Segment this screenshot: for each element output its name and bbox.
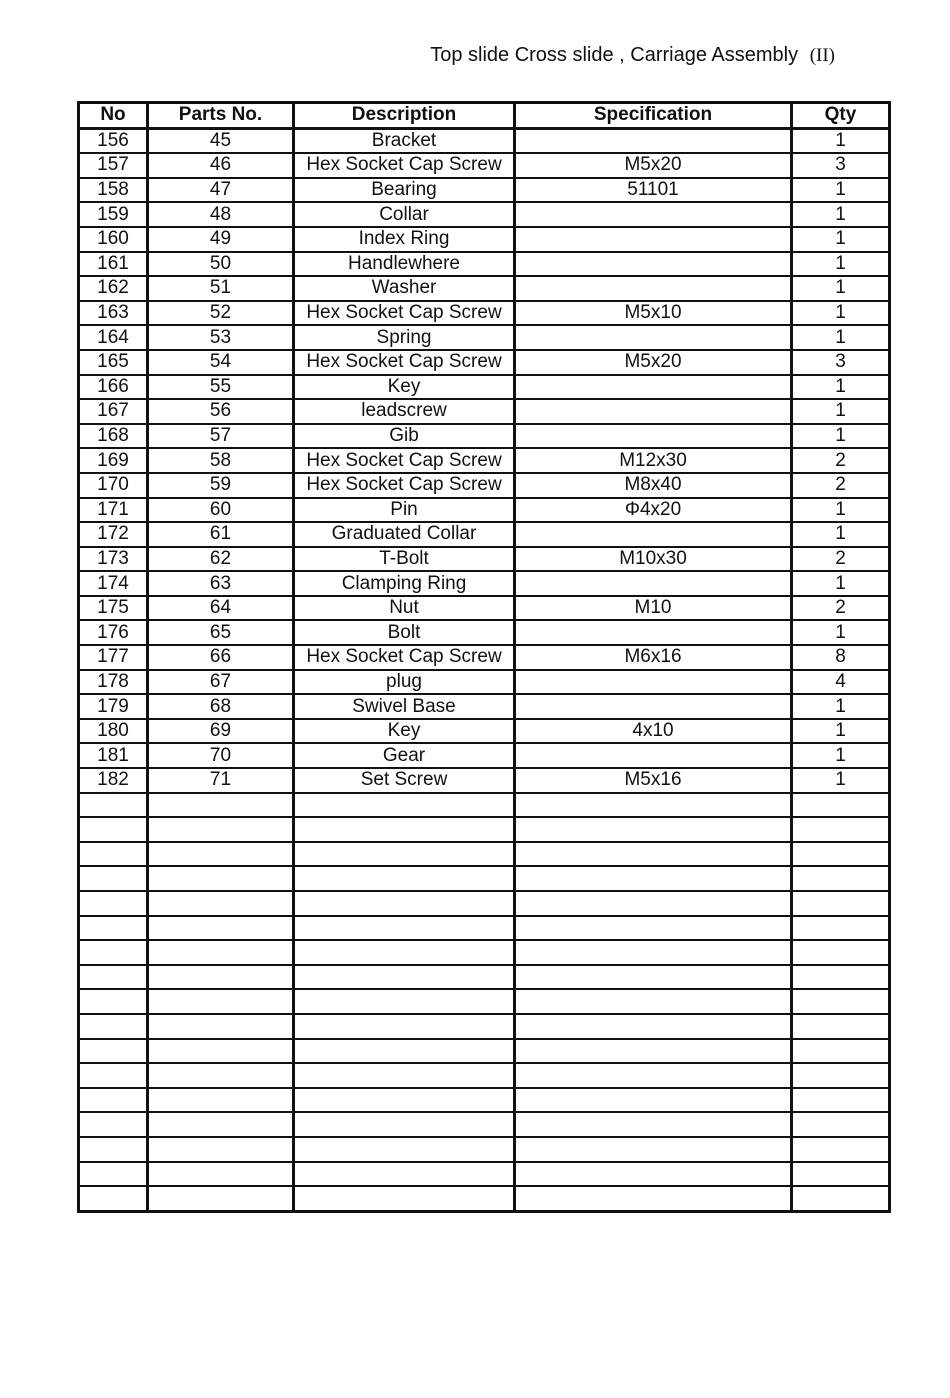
cell-no: 182 — [79, 768, 148, 793]
cell-specification — [515, 522, 792, 547]
cell-specification: M5x16 — [515, 768, 792, 793]
empty-cell — [515, 891, 792, 916]
empty-cell — [792, 1088, 890, 1113]
cell-qty: 1 — [792, 424, 890, 449]
cell-no: 158 — [79, 178, 148, 203]
empty-cell — [79, 891, 148, 916]
header-description: Description — [294, 103, 515, 129]
empty-cell — [792, 1063, 890, 1088]
cell-no: 173 — [79, 547, 148, 572]
cell-specification: M5x10 — [515, 301, 792, 326]
cell-qty: 2 — [792, 473, 890, 498]
cell-qty: 1 — [792, 498, 890, 523]
empty-table-row — [79, 1162, 890, 1187]
cell-qty: 2 — [792, 547, 890, 572]
cell-qty: 1 — [792, 399, 890, 424]
table-row — [79, 202, 890, 227]
cell-no: 180 — [79, 719, 148, 744]
cell-description: Key — [294, 375, 515, 400]
empty-cell — [792, 916, 890, 941]
cell-parts-no: 55 — [148, 375, 294, 400]
empty-cell — [294, 1112, 515, 1137]
table-row — [79, 571, 890, 596]
empty-cell — [515, 1039, 792, 1064]
cell-qty: 1 — [792, 227, 890, 252]
empty-table-row — [79, 916, 890, 941]
cell-description: Hex Socket Cap Screw — [294, 448, 515, 473]
cell-parts-no: 64 — [148, 596, 294, 621]
empty-cell — [515, 1112, 792, 1137]
empty-table-row — [79, 842, 890, 867]
cell-parts-no: 45 — [148, 128, 294, 153]
cell-no: 169 — [79, 448, 148, 473]
empty-cell — [515, 793, 792, 818]
empty-cell — [79, 1014, 148, 1039]
cell-parts-no: 56 — [148, 399, 294, 424]
empty-cell — [792, 940, 890, 965]
cell-no: 165 — [79, 350, 148, 375]
empty-cell — [515, 965, 792, 990]
cell-description: Gib — [294, 424, 515, 449]
cell-description: plug — [294, 670, 515, 695]
cell-description: Set Screw — [294, 768, 515, 793]
cell-no: 164 — [79, 325, 148, 350]
cell-no: 159 — [79, 202, 148, 227]
cell-parts-no: 49 — [148, 227, 294, 252]
cell-description: Index Ring — [294, 227, 515, 252]
cell-qty: 1 — [792, 571, 890, 596]
cell-no: 171 — [79, 498, 148, 523]
empty-table-row — [79, 817, 890, 842]
cell-parts-no: 54 — [148, 350, 294, 375]
cell-parts-no: 67 — [148, 670, 294, 695]
empty-cell — [515, 1063, 792, 1088]
empty-table-row — [79, 940, 890, 965]
empty-cell — [79, 916, 148, 941]
cell-parts-no: 57 — [148, 424, 294, 449]
empty-cell — [79, 1137, 148, 1162]
cell-qty: 1 — [792, 743, 890, 768]
empty-cell — [294, 817, 515, 842]
empty-cell — [148, 965, 294, 990]
table-row — [79, 670, 890, 695]
empty-cell — [79, 793, 148, 818]
page-title-text: Top slide Cross slide , Carriage Assembly — [430, 44, 799, 66]
cell-description: Spring — [294, 325, 515, 350]
cell-specification: M10 — [515, 596, 792, 621]
empty-cell — [148, 1063, 294, 1088]
page-title — [430, 44, 835, 67]
empty-cell — [79, 1088, 148, 1113]
cell-no: 167 — [79, 399, 148, 424]
cell-no: 161 — [79, 252, 148, 277]
cell-qty: 1 — [792, 325, 890, 350]
cell-parts-no: 61 — [148, 522, 294, 547]
empty-cell — [792, 1039, 890, 1064]
empty-table-row — [79, 1137, 890, 1162]
empty-cell — [515, 817, 792, 842]
cell-description: Nut — [294, 596, 515, 621]
empty-cell — [792, 793, 890, 818]
empty-cell — [792, 965, 890, 990]
cell-no: 177 — [79, 645, 148, 670]
cell-qty: 1 — [792, 128, 890, 153]
cell-description: Key — [294, 719, 515, 744]
cell-no: 174 — [79, 571, 148, 596]
cell-qty: 2 — [792, 596, 890, 621]
header-qty: Qty — [792, 103, 890, 129]
cell-no: 160 — [79, 227, 148, 252]
cell-qty: 2 — [792, 448, 890, 473]
cell-parts-no: 51 — [148, 276, 294, 301]
empty-cell — [294, 793, 515, 818]
cell-description: Hex Socket Cap Screw — [294, 301, 515, 326]
empty-table-row — [79, 793, 890, 818]
table-row — [79, 153, 890, 178]
empty-cell — [294, 1186, 515, 1211]
empty-cell — [294, 891, 515, 916]
empty-cell — [515, 842, 792, 867]
table-row — [79, 276, 890, 301]
empty-cell — [294, 1137, 515, 1162]
cell-parts-no: 69 — [148, 719, 294, 744]
empty-cell — [148, 940, 294, 965]
cell-no: 166 — [79, 375, 148, 400]
table-row — [79, 498, 890, 523]
cell-specification — [515, 571, 792, 596]
table-row — [79, 301, 890, 326]
table-row — [79, 522, 890, 547]
cell-description: Bolt — [294, 620, 515, 645]
cell-description: Graduated Collar — [294, 522, 515, 547]
cell-parts-no: 62 — [148, 547, 294, 572]
cell-qty: 4 — [792, 670, 890, 695]
empty-cell — [792, 817, 890, 842]
empty-cell — [148, 1186, 294, 1211]
cell-qty: 1 — [792, 620, 890, 645]
cell-specification — [515, 670, 792, 695]
cell-no: 172 — [79, 522, 148, 547]
parts-table-header — [79, 103, 890, 129]
empty-table-row — [79, 1088, 890, 1113]
cell-qty: 1 — [792, 301, 890, 326]
cell-specification: 4x10 — [515, 719, 792, 744]
cell-specification — [515, 399, 792, 424]
cell-no: 179 — [79, 694, 148, 719]
empty-cell — [79, 1039, 148, 1064]
cell-qty: 1 — [792, 178, 890, 203]
empty-cell — [79, 989, 148, 1014]
empty-table-row — [79, 891, 890, 916]
page-title-suffix: (II) — [809, 45, 835, 66]
cell-no: 162 — [79, 276, 148, 301]
empty-cell — [515, 916, 792, 941]
empty-cell — [79, 817, 148, 842]
empty-cell — [148, 866, 294, 891]
empty-cell — [79, 940, 148, 965]
table-row — [79, 473, 890, 498]
cell-parts-no: 48 — [148, 202, 294, 227]
empty-cell — [79, 1063, 148, 1088]
empty-cell — [792, 1186, 890, 1211]
cell-description: Hex Socket Cap Screw — [294, 473, 515, 498]
empty-cell — [79, 965, 148, 990]
empty-cell — [294, 940, 515, 965]
table-row — [79, 694, 890, 719]
cell-qty: 1 — [792, 694, 890, 719]
cell-description: leadscrew — [294, 399, 515, 424]
empty-cell — [792, 891, 890, 916]
table-row — [79, 399, 890, 424]
cell-parts-no: 71 — [148, 768, 294, 793]
empty-cell — [294, 1063, 515, 1088]
cell-description: T-Bolt — [294, 547, 515, 572]
cell-qty: 3 — [792, 350, 890, 375]
cell-parts-no: 58 — [148, 448, 294, 473]
empty-cell — [148, 842, 294, 867]
cell-qty: 8 — [792, 645, 890, 670]
cell-parts-no: 63 — [148, 571, 294, 596]
cell-parts-no: 53 — [148, 325, 294, 350]
empty-cell — [148, 1162, 294, 1187]
cell-specification: 51101 — [515, 178, 792, 203]
table-row — [79, 252, 890, 277]
empty-cell — [792, 1162, 890, 1187]
empty-cell — [294, 965, 515, 990]
cell-parts-no: 52 — [148, 301, 294, 326]
empty-cell — [792, 1014, 890, 1039]
cell-description: Bearing — [294, 178, 515, 203]
cell-specification: M10x30 — [515, 547, 792, 572]
cell-parts-no: 70 — [148, 743, 294, 768]
cell-specification: Φ4x20 — [515, 498, 792, 523]
cell-qty: 3 — [792, 153, 890, 178]
empty-cell — [79, 866, 148, 891]
cell-qty: 1 — [792, 202, 890, 227]
cell-description: Hex Socket Cap Screw — [294, 153, 515, 178]
table-row — [79, 645, 890, 670]
cell-specification — [515, 694, 792, 719]
empty-cell — [294, 1088, 515, 1113]
cell-parts-no: 46 — [148, 153, 294, 178]
cell-specification — [515, 128, 792, 153]
cell-qty: 1 — [792, 375, 890, 400]
cell-no: 168 — [79, 424, 148, 449]
cell-no: 163 — [79, 301, 148, 326]
empty-cell — [294, 1014, 515, 1039]
empty-table-row — [79, 1014, 890, 1039]
cell-specification — [515, 202, 792, 227]
table-row — [79, 719, 890, 744]
table-row — [79, 424, 890, 449]
cell-parts-no: 47 — [148, 178, 294, 203]
empty-cell — [792, 1137, 890, 1162]
empty-cell — [294, 1162, 515, 1187]
cell-description: Collar — [294, 202, 515, 227]
empty-cell — [515, 1186, 792, 1211]
empty-cell — [792, 1112, 890, 1137]
table-row — [79, 227, 890, 252]
cell-no: 157 — [79, 153, 148, 178]
empty-cell — [792, 989, 890, 1014]
empty-cell — [515, 989, 792, 1014]
empty-cell — [148, 793, 294, 818]
cell-parts-no: 60 — [148, 498, 294, 523]
cell-specification — [515, 743, 792, 768]
cell-specification — [515, 227, 792, 252]
cell-description: Washer — [294, 276, 515, 301]
parts-table-body — [79, 128, 890, 1211]
cell-qty: 1 — [792, 719, 890, 744]
cell-parts-no: 66 — [148, 645, 294, 670]
header-specification: Specification — [515, 103, 792, 129]
empty-cell — [515, 866, 792, 891]
table-row — [79, 375, 890, 400]
parts-table — [77, 101, 891, 1213]
table-row — [79, 743, 890, 768]
cell-qty: 1 — [792, 522, 890, 547]
cell-specification — [515, 424, 792, 449]
cell-description: Gear — [294, 743, 515, 768]
cell-description: Handlewhere — [294, 252, 515, 277]
empty-table-row — [79, 965, 890, 990]
empty-table-row — [79, 1186, 890, 1211]
empty-cell — [148, 817, 294, 842]
cell-parts-no: 59 — [148, 473, 294, 498]
header-row — [79, 103, 890, 129]
empty-cell — [148, 1112, 294, 1137]
empty-cell — [148, 916, 294, 941]
empty-cell — [792, 842, 890, 867]
table-row — [79, 596, 890, 621]
cell-specification — [515, 252, 792, 277]
cell-specification — [515, 620, 792, 645]
cell-description: Pin — [294, 498, 515, 523]
empty-cell — [515, 1162, 792, 1187]
cell-qty: 1 — [792, 252, 890, 277]
empty-cell — [79, 1112, 148, 1137]
cell-qty: 1 — [792, 768, 890, 793]
cell-no: 181 — [79, 743, 148, 768]
empty-cell — [148, 891, 294, 916]
empty-cell — [515, 940, 792, 965]
cell-description: Clamping Ring — [294, 571, 515, 596]
empty-cell — [148, 989, 294, 1014]
cell-no: 178 — [79, 670, 148, 695]
empty-table-row — [79, 866, 890, 891]
empty-cell — [294, 989, 515, 1014]
cell-parts-no: 50 — [148, 252, 294, 277]
cell-parts-no: 65 — [148, 620, 294, 645]
empty-cell — [792, 866, 890, 891]
cell-no: 175 — [79, 596, 148, 621]
table-row — [79, 178, 890, 203]
table-row — [79, 768, 890, 793]
empty-cell — [148, 1088, 294, 1113]
table-row — [79, 547, 890, 572]
empty-cell — [515, 1137, 792, 1162]
empty-cell — [79, 842, 148, 867]
cell-description: Swivel Base — [294, 694, 515, 719]
empty-cell — [148, 1137, 294, 1162]
empty-cell — [79, 1162, 148, 1187]
table-row — [79, 448, 890, 473]
cell-specification — [515, 375, 792, 400]
cell-specification: M5x20 — [515, 153, 792, 178]
cell-description: Bracket — [294, 128, 515, 153]
header-parts-no: Parts No. — [148, 103, 294, 129]
empty-table-row — [79, 1039, 890, 1064]
table-row — [79, 350, 890, 375]
empty-cell — [79, 1186, 148, 1211]
cell-parts-no: 68 — [148, 694, 294, 719]
empty-cell — [294, 866, 515, 891]
empty-cell — [294, 842, 515, 867]
cell-specification: M12x30 — [515, 448, 792, 473]
empty-cell — [294, 1039, 515, 1064]
empty-cell — [294, 916, 515, 941]
empty-table-row — [79, 1112, 890, 1137]
header-no: No — [79, 103, 148, 129]
empty-table-row — [79, 989, 890, 1014]
cell-specification — [515, 325, 792, 350]
empty-cell — [148, 1014, 294, 1039]
cell-no: 170 — [79, 473, 148, 498]
cell-specification: M8x40 — [515, 473, 792, 498]
cell-description: Hex Socket Cap Screw — [294, 645, 515, 670]
cell-no: 176 — [79, 620, 148, 645]
table-row — [79, 128, 890, 153]
cell-no: 156 — [79, 128, 148, 153]
cell-specification: M6x16 — [515, 645, 792, 670]
cell-qty: 1 — [792, 276, 890, 301]
table-row — [79, 620, 890, 645]
empty-table-row — [79, 1063, 890, 1088]
empty-cell — [515, 1014, 792, 1039]
empty-cell — [148, 1039, 294, 1064]
empty-cell — [515, 1088, 792, 1113]
cell-description: Hex Socket Cap Screw — [294, 350, 515, 375]
cell-specification: M5x20 — [515, 350, 792, 375]
cell-specification — [515, 276, 792, 301]
table-row — [79, 325, 890, 350]
